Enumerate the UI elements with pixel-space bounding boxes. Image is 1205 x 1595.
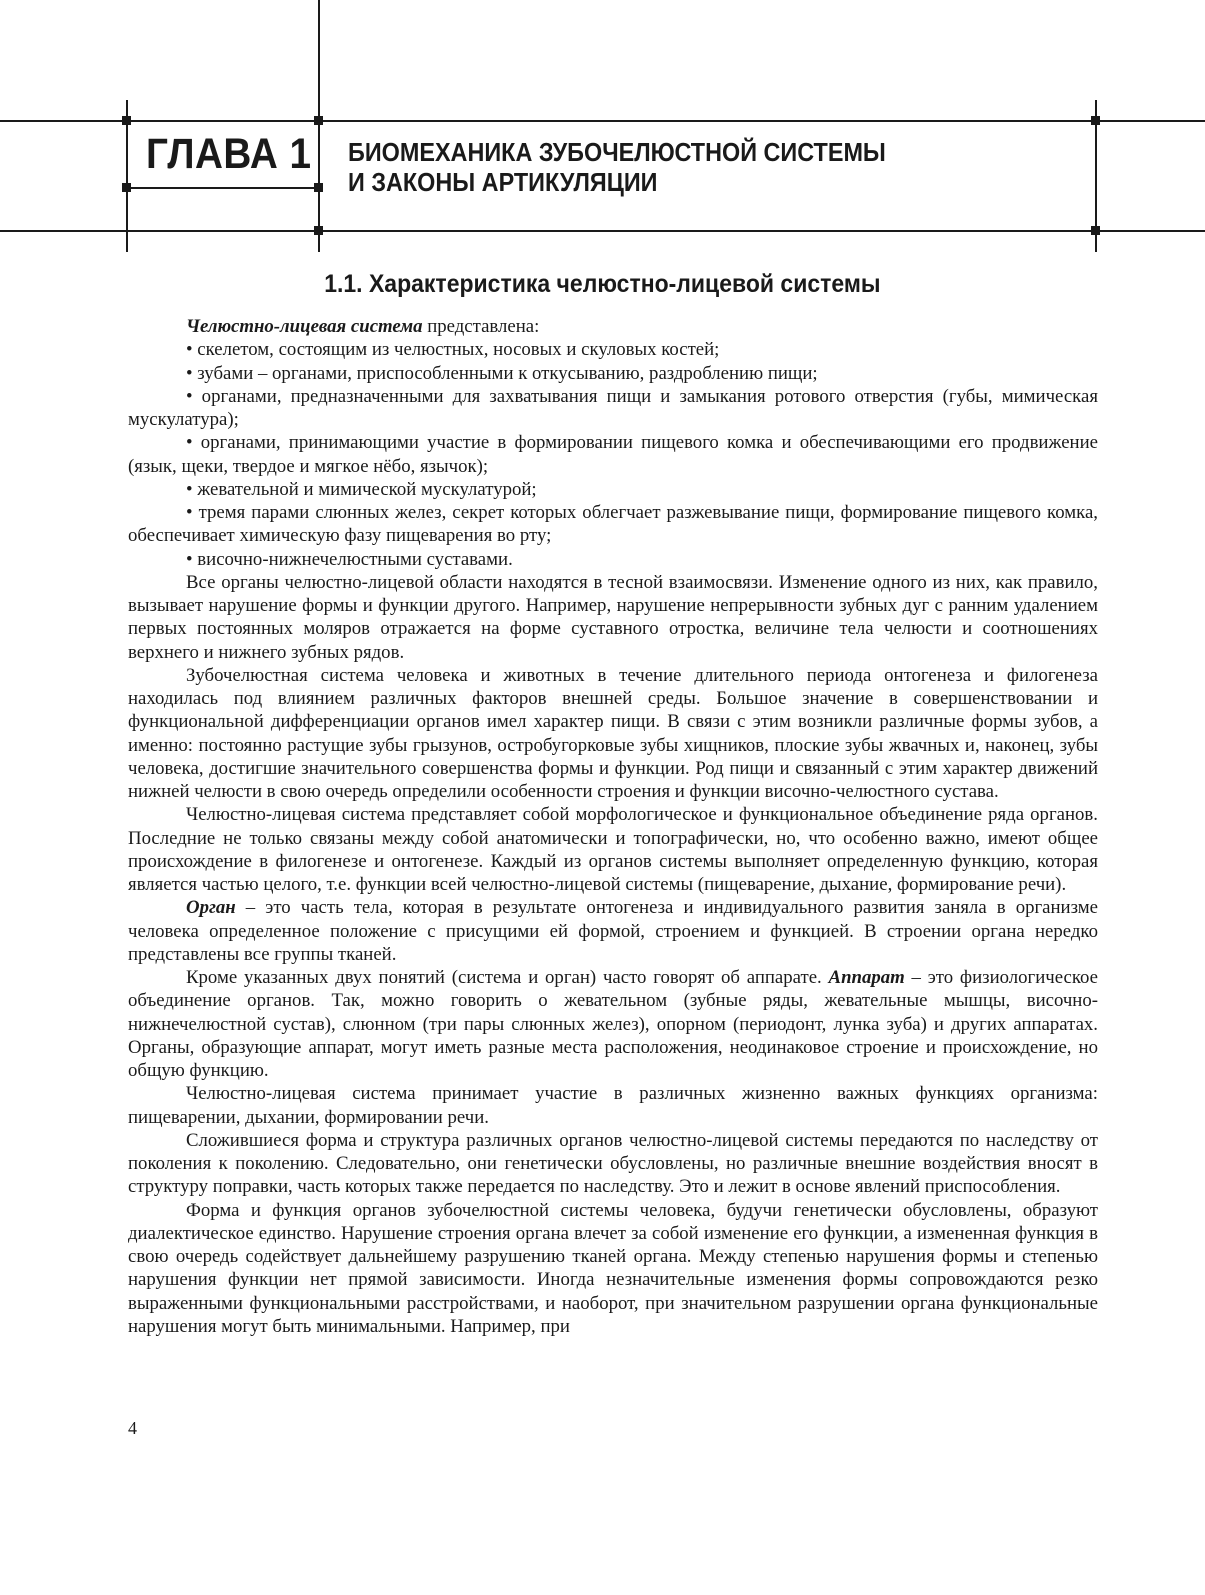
body-text	[128, 315, 1098, 1338]
frame-corner-marker	[1091, 226, 1100, 235]
page-number: 4	[128, 1418, 137, 1438]
section-title	[0, 267, 1205, 301]
frame-corner-marker	[314, 226, 323, 235]
list-item: • органами, принимающими участие в формировании пищевого комка и обеспечивающими его продвижение (язык, щеки, твердое и мягкое нёбо, язычок);	[128, 432, 1098, 477]
header-rule-top	[0, 120, 1205, 122]
term-system: Челюстно-лицевая система	[186, 316, 423, 337]
section-title-text: 1.1. Характеристика челюстно-лицевой системы	[324, 270, 881, 298]
list-item: • скелетом, состоящим из челюстных, носовых и скуловых костей;	[186, 339, 720, 361]
paragraph: Все органы челюстно-лицевой области находятся в тесной взаимосвязи. Изменение одного из них, как правило, вызывает нарушение формы и функции другого. Например, нарушение непрерывности зубных дуг с ранним удалением первых постоянных моляров отражается на форме суставного отростка, величине тела челюсти и соотношениях верхнего и нижнего зубных рядов.	[128, 571, 1098, 663]
frame-corner-marker	[122, 183, 131, 192]
paragraph-organ	[128, 896, 1098, 966]
list-item: • органами, предназначенными для захватывания пищи и замыкания ротового отверстия (губы, мимическая мускулатура);	[128, 385, 1098, 430]
list-item: • височно-нижнечелюстными суставами.	[186, 548, 513, 570]
paragraph: Форма и функция органов зубочелюстной системы человека, будучи генетически обусловлены, образуют диалектическое единство. Нарушение строения органа влечет за собой изменение его функции, а измененная функция в свою очередь содействует дальнейшему разрушению тканей органа. Между степенью нарушения формы и степенью нарушения функции нет прямой зависимости. Иногда незначительные изменения формы сопровождаются резко выраженными функциональными расстройствами, и наоборот, при значительном разрушении органа функциональные нарушения могут быть минимальными. Например, при	[128, 1199, 1098, 1337]
paragraph: Сложившиеся форма и структура различных органов челюстно-лицевой системы передаются по наследству от поколения к поколению. Следовательно, они генетически обусловлены, но различные внешние воздействия вносят в структуру поправки, часть которых также передается по наследству. Это и лежит в основе явлений приспособления.	[128, 1129, 1098, 1198]
intro-paragraph	[128, 315, 1098, 338]
paragraph: Челюстно-лицевая система представляет собой морфологическое и функциональное объединение ряда органов. Последние не только связаны между собой анатомически и топографически, но, что особенно важно, имеют общее происхождение в филогенезе и онтогенезе. Каждый из органов системы выполняет определенную функцию, которая является частью целого, т.е. функции всей челюстно-лицевой системы (пищеварение, дыхание, формирование речи).	[128, 804, 1098, 895]
intro-rest: представлена:	[422, 316, 540, 337]
frame-horizontal-short	[126, 187, 320, 189]
list-item: • жевательной и мимической мускулатурой;	[186, 478, 537, 500]
paragraph-rest: – это физиологическое объединение органов. Так, можно говорить о жевательном (зубные ряды, жевательные мышцы, височно-нижнечелюстной сустав), слюнном (три пары слюнных желез), опорном (периодонт, лунка зуба) и других аппаратах. Органы, образующие аппарат, могут иметь разные места расположения, неодинаковое строение и происхождение, но общую функцию.	[128, 967, 1098, 1081]
term-apparatus: Аппарат	[828, 967, 905, 988]
paragraph-start: Кроме указанных двух понятий (система и орган) часто говорят об аппарате.	[186, 967, 829, 988]
paragraph: Зубочелюстная система человека и животных в течение длительного периода онтогенеза и филогенеза находилась под влиянием различных факторов внешней среды. Большое значение в совершенствовании и функциональной дифференциации органов имел характер пищи. В связи с этим возникли различные формы зубов, а именно: постоянно растущие зубы грызунов, остробугорковые зубы хищников, плоские зубы жвачных и, наконец, зубы человека, достигшие значительного совершенства формы и функции. Род пищи и связанный с этим характер движений нижней челюсти в свою очередь определили особенности строения и функции височно-челюстного сустава.	[128, 664, 1098, 802]
chapter-title	[348, 137, 886, 197]
term-organ: Орган	[186, 897, 236, 919]
frame-vertical-middle	[318, 0, 320, 252]
paragraph: Челюстно-лицевая система принимает участие в различных жизненно важных функциях организма: пищеварении, дыхании, формировании речи.	[128, 1083, 1098, 1128]
list-item: • тремя парами слюнных желез, секрет которых облегчает разжевывание пищи, формирование пищевого комка, обеспечивает химическую фазу пищеварения во рту;	[128, 502, 1098, 547]
header-rule-bottom	[0, 230, 1205, 232]
list-item: • зубами – органами, приспособленными к откусыванию, раздроблению пищи;	[186, 362, 818, 384]
paragraph-apparatus	[128, 966, 1098, 1082]
chapter-label: ГЛАВА 1	[146, 130, 312, 178]
frame-corner-marker	[122, 116, 131, 125]
chapter-title-line: БИОМЕХАНИКА ЗУБОЧЕЛЮСТНОЙ СИСТЕМЫ	[348, 137, 886, 167]
frame-corner-marker	[314, 183, 323, 192]
frame-corner-marker	[1091, 116, 1100, 125]
chapter-title-line: И ЗАКОНЫ АРТИКУЛЯЦИИ	[348, 167, 658, 197]
paragraph-rest: – это часть тела, которая в результате онтогенеза и индивидуального развития заняла в организме человека определенное положение с присущими ей формой, строением и функцией. В строении органа нередко представлены все группы тканей.	[128, 897, 1098, 965]
frame-corner-marker	[314, 116, 323, 125]
